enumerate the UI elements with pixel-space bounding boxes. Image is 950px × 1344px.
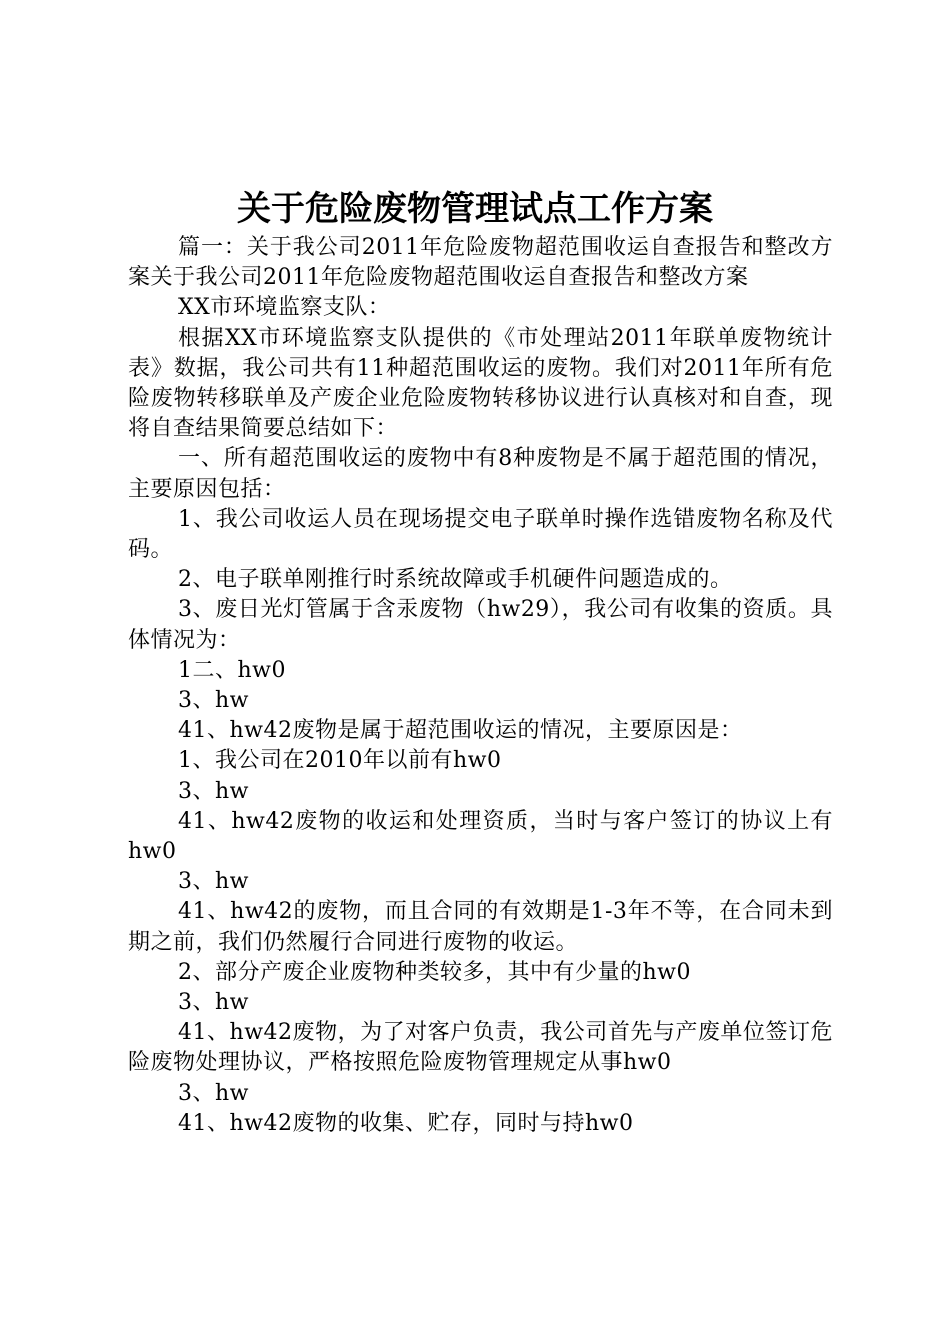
paragraph: 2、部分产废企业废物种类较多，其中有少量的hw0 [178,959,691,985]
paragraph: XX市环境监察支队： [178,295,391,321]
paragraph: 2、电子联单刚推行时系统故障或手机硬件问题造成的。 [178,567,733,593]
paragraph: 41、hw42废物的收集、贮存，同时与持hw0 [178,1110,634,1136]
document-body [128,233,833,1139]
paragraph: 篇一：关于我公司2011年危险废物超范围收运自查报告和整改方案关于我公司2011年危险废物超范围收运自查报告和整改方案 [128,235,833,291]
paragraph: 一、所有超范围收运的废物中有8种废物是不属于超范围的情况，主要原因包括： [128,446,833,502]
paragraph: 1、我公司在2010年以前有hw0 [178,748,502,774]
paragraph: 41、hw42废物的收运和处理资质，当时与客户签订的协议上有hw0 [128,808,833,865]
paragraph: 3、hw [178,990,249,1016]
paragraph: 41、hw42废物，为了对客户负责，我公司首先与产废单位签订危险废物处理协议，严格按照危险废物管理规定从事hw0 [128,1020,833,1076]
paragraph: 41、hw42废物是属于超范围收运的情况，主要原因是： [178,718,743,744]
paragraph: 3、hw [178,688,249,714]
paragraph: 3、hw [178,869,249,895]
paragraph: 1二、hw0 [178,657,286,683]
paragraph: 1、我公司收运人员在现场提交电子联单时操作选错废物名称及代码。 [128,506,833,563]
paragraph: 41、hw42的废物，而且合同的有效期是1-3年不等，在合同未到期之前，我们仍然履行合同进行废物的收运。 [128,899,833,955]
paragraph: 3、hw [178,1080,249,1106]
paragraph: 根据XX市环境监察支队提供的《市处理站2011年联单废物统计表》数据，我公司共有11种超范围收运的废物。我们对2011年所有危险废物转移联单及产废企业危险废物转移协议进行认真核对和自查，现将自查结果简要总结如下： [128,325,833,442]
paragraph: 3、废日光灯管属于含汞废物（hw29），我公司有收集的资质。具体情况为： [128,597,833,653]
paragraph: 3、hw [178,778,249,804]
document-title: 关于危险废物管理试点工作方案 [237,189,713,229]
